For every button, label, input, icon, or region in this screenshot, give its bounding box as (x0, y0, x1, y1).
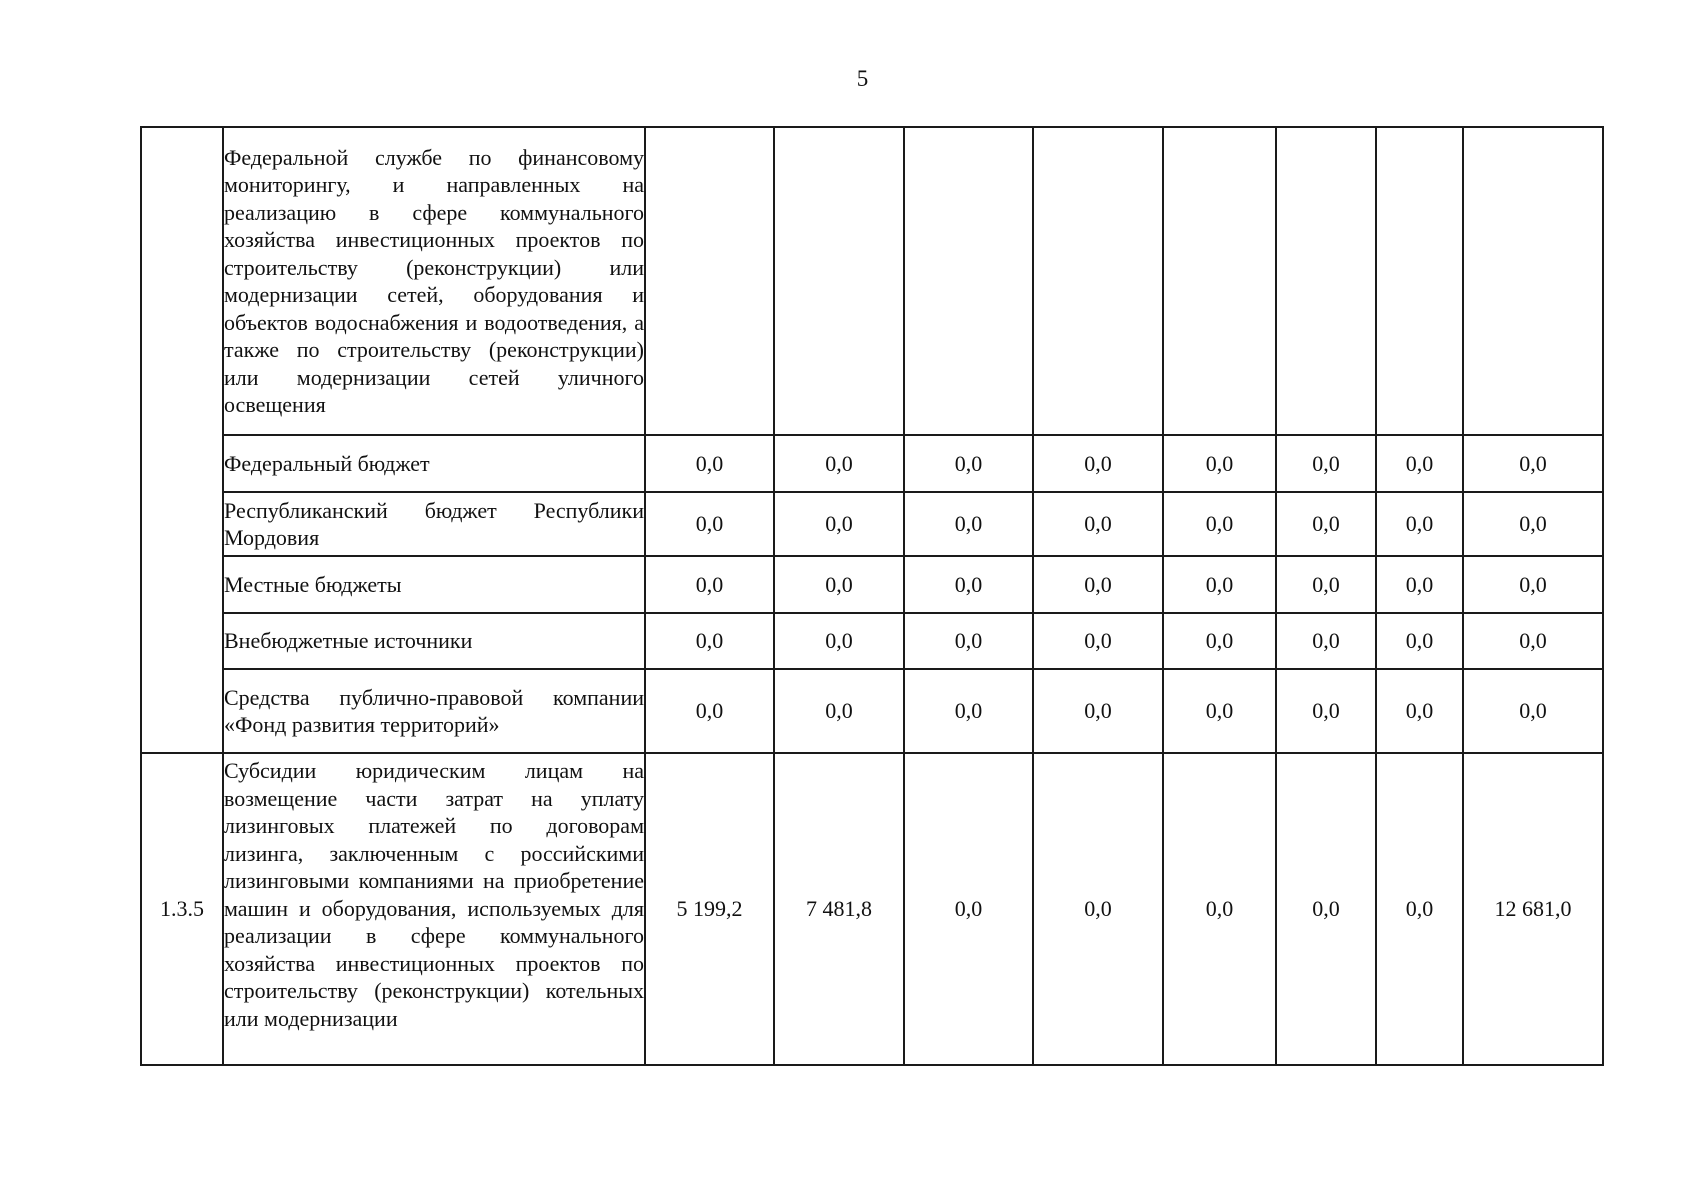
value-cell: 5 199,2 (645, 753, 774, 1065)
value-cell: 0,0 (774, 669, 904, 753)
value-cell: 0,0 (904, 435, 1033, 492)
value-total-cell: 0,0 (1463, 435, 1603, 492)
value-cell: 0,0 (1163, 492, 1276, 556)
value-cell: 0,0 (1376, 492, 1463, 556)
value-cell: 0,0 (1276, 556, 1376, 613)
value-cell: 0,0 (774, 435, 904, 492)
continuation-row (141, 127, 1603, 435)
table-row (141, 492, 1603, 556)
value-cell: 0,0 (904, 613, 1033, 669)
value-cell: 0,0 (1163, 435, 1276, 492)
value-cell: 0,0 (645, 556, 774, 613)
value-cell: 0,0 (1033, 669, 1163, 753)
item-code: 1.3.5 (141, 753, 223, 1065)
value-cell: 0,0 (1276, 435, 1376, 492)
continuation-description: Федеральной службе по финансовому мониторингу, и направленных на реализацию в сфере коммунального хозяйства инвестиционных проектов по строительству (реконструкции) или модернизации сетей, оборудования и объектов водоснабжения и водоотведения, а также по строительству (реконструкции) или модернизации сетей уличного освещения (223, 127, 645, 435)
value-total-cell: 12 681,0 (1463, 753, 1603, 1065)
value-cell: 0,0 (645, 492, 774, 556)
value-cell: 0,0 (774, 492, 904, 556)
value-cell: 0,0 (1033, 435, 1163, 492)
value-cell: 7 481,8 (774, 753, 904, 1065)
value-cell: 0,0 (904, 492, 1033, 556)
value-cell: 0,0 (1033, 556, 1163, 613)
value-cell: 0,0 (904, 556, 1033, 613)
value-cell: 0,0 (1033, 753, 1163, 1065)
value-cell: 0,0 (1276, 669, 1376, 753)
funding-source-label: Средства публично-правовой компании «Фонд развития территорий» (223, 669, 645, 753)
page-number: 5 (856, 66, 869, 91)
value-cell: 0,0 (1033, 492, 1163, 556)
value-cell: 0,0 (1163, 753, 1276, 1065)
funding-source-label: Внебюджетные источники (223, 613, 645, 669)
item-description: Субсидии юридическим лицам на возмещение части затрат на уплату лизинговых платежей по договорам лизинга, заключенным с российскими лизинговыми компаниями на приобретение машин и оборудования, используемых для реализации в сфере коммунального хозяйства инвестиционных проектов по строительству (реконструкции) котельных или модернизации (223, 753, 645, 1065)
value-cell: 0,0 (645, 435, 774, 492)
value-cell: 0,0 (1276, 753, 1376, 1065)
value-cell: 0,0 (645, 613, 774, 669)
table-row (141, 669, 1603, 753)
funding-source-label: Федеральный бюджет (223, 435, 645, 492)
value-cell: 0,0 (1163, 669, 1276, 753)
value-cell: 0,0 (774, 556, 904, 613)
value-cell: 0,0 (1376, 669, 1463, 753)
value-cell: 0,0 (904, 753, 1033, 1065)
value-cell: 0,0 (904, 669, 1033, 753)
value-cell: 0,0 (1376, 435, 1463, 492)
table-row (141, 613, 1603, 669)
value-cell: 0,0 (1276, 492, 1376, 556)
value-cell: 0,0 (1163, 556, 1276, 613)
table-row (141, 435, 1603, 492)
funding-source-label: Местные бюджеты (223, 556, 645, 613)
funding-table (140, 126, 1604, 1066)
value-cell: 0,0 (1376, 613, 1463, 669)
value-total-cell: 0,0 (1463, 556, 1603, 613)
value-total-cell: 0,0 (1463, 613, 1603, 669)
table-row (141, 556, 1603, 613)
value-total-cell: 0,0 (1463, 492, 1603, 556)
value-cell: 0,0 (1163, 613, 1276, 669)
value-cell: 0,0 (1376, 556, 1463, 613)
value-cell: 0,0 (1276, 613, 1376, 669)
table-row-1-3-5 (141, 753, 1603, 1065)
code-cell-empty (141, 127, 223, 753)
value-cell: 0,0 (774, 613, 904, 669)
value-cell: 0,0 (1376, 753, 1463, 1065)
value-total-cell: 0,0 (1463, 669, 1603, 753)
value-cell: 0,0 (645, 669, 774, 753)
value-cell: 0,0 (1033, 613, 1163, 669)
funding-source-label: Республиканский бюджет Республики Мордовия (223, 492, 645, 556)
